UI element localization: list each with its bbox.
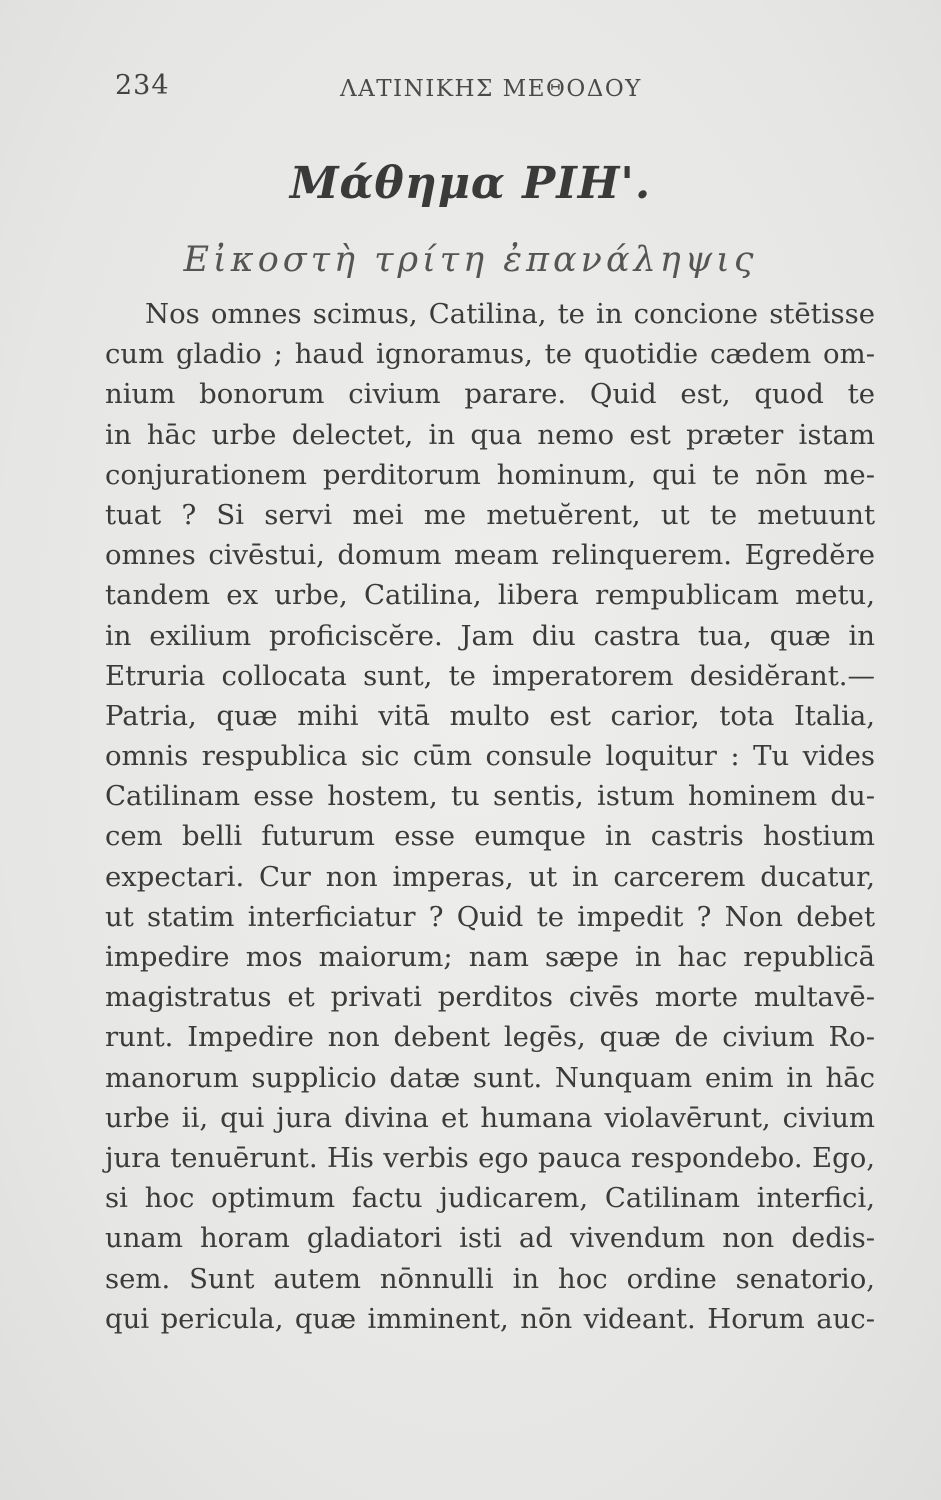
text-line: nium bonorum civium parare. Quid est, quod te [105, 378, 875, 411]
body-text [105, 294, 875, 1339]
running-head [115, 70, 875, 110]
text-line: qui pericula, quæ imminent, nōn videant. Horum auc- [105, 1302, 875, 1335]
text-line: tandem ex urbe, Catilina, libera rempublicam metu, [105, 579, 875, 612]
lesson-subtitle: Εἰκοστὴ τρίτη ἐπανάληψις [183, 240, 758, 280]
text-line: urbe ii, qui jura divina et humana violavērunt, civium [105, 1101, 875, 1134]
text-line: in exilium proficiscĕre. Jam diu castra tua, quæ in [105, 619, 875, 652]
text-line: magistratus et privati perditos civēs morte multavē- [105, 981, 875, 1014]
text-line: Patria, quæ mihi vitā multo est carior, tota Italia, [105, 699, 875, 732]
text-line: expectari. Cur non imperas, ut in carcerem ducatur, [105, 860, 875, 893]
text-line: omnis respublica sic cūm consule loquitur : Tu vides [105, 740, 875, 773]
text-line: tuat ? Si servi mei me metuĕrent, ut te metuunt [105, 498, 875, 531]
text-line: Nos omnes scimus, Catilina, te in concione stētisse [145, 298, 875, 330]
text-line: si hoc optimum factu judicarem, Catilinam interfici, [105, 1182, 875, 1215]
text-line: Catilinam esse hostem, tu sentis, istum hominem du- [105, 780, 875, 813]
text-line: runt. Impedire non debent legēs, quæ de civium Ro- [105, 1021, 875, 1054]
text-line: in hāc urbe delectet, in qua nemo est præter istam [105, 418, 875, 451]
text-line: impedire mos maiorum; nam sæpe in hac republicā [105, 941, 875, 973]
text-line: omnes civēstui, domum meam relinquerem. Egredĕre [105, 539, 875, 572]
text-line: cem belli futurum esse eumque in castris hostium [105, 820, 875, 853]
text-line: ut statim interficiatur ? Quid te impedit ? Non debet [105, 900, 875, 933]
text-line: conjurationem perditorum hominum, qui te nōn me- [105, 458, 875, 491]
text-line: manorum supplicio datæ sunt. Nunquam enim in hāc [105, 1061, 875, 1094]
running-title: ΛΑΤΙΝΙΚΗΣ ΜΕΘΟΔΟΥ [340, 76, 642, 102]
text-line: sem. Sunt autem nōnnulli in hoc ordine senatorio, [105, 1262, 875, 1295]
text-line: jura tenuērunt. His verbis ego pauca respondebo. Ego, [105, 1141, 875, 1174]
lesson-title: Μάθημα ΡΙΗ'. [289, 158, 652, 209]
page-number: 234 [115, 70, 170, 101]
text-line: unam horam gladiatori isti ad vivendum non dedis- [105, 1222, 875, 1255]
text-line: cum gladio ; haud ignoramus, te quotidie cædem om- [105, 338, 875, 371]
text-line: Etruria collocata sunt, te imperatorem desidĕrant.— [105, 659, 875, 692]
